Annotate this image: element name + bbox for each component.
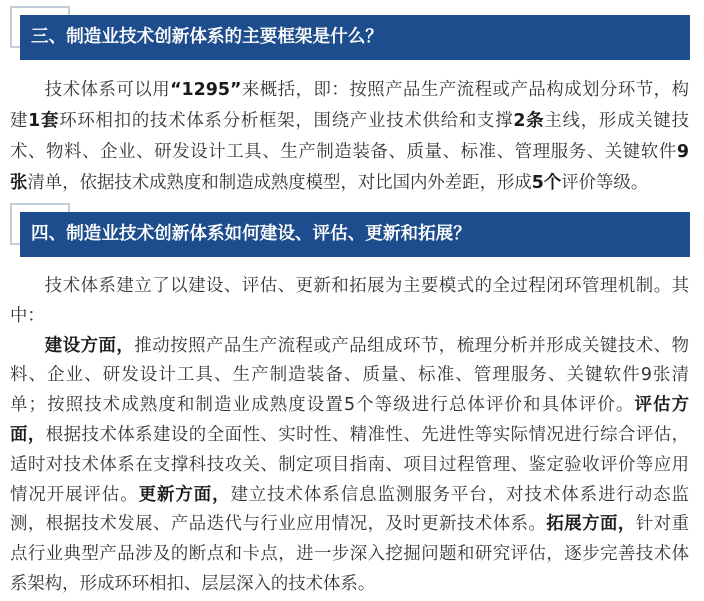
text-run: 建立技术体系信息监测服务平台，对技术体系进行动态监 [230,484,689,505]
emphasis-text: 拓展方面， [546,514,636,535]
emphasis-text: 1套 [28,110,60,131]
emphasis-text: 评估方 [634,395,689,416]
paragraph-line [10,137,689,168]
section-heading: 三、制造业技术创新体系的主要框架是什么？ [31,27,383,47]
emphasis-text: 5个 [531,172,562,193]
text-run: 技术体系建立了以建设、评估、更新和拓展为主要模式的全过程闭环管理机制。其 [44,276,689,296]
text-run: 单；按照技术成熟度和制造业成熟度设置5个等级进行总体评价和具体评价。 [10,395,635,416]
emphasis-text: 9 [676,141,689,162]
text-run: 中： [10,305,45,326]
paragraph-line [10,570,689,600]
paragraph-line [10,332,689,362]
text-run: 适时对技术体系在支撑科技攻关、制定项目指南、项目过程管理、鉴定验收评价等应用 [10,454,689,475]
text-run: 系架构，形成环环相扣、层层深入的技术体系。 [10,573,376,594]
text-run: 推动按照产品生产流程或产品组成环节，梳理分析并形成关键技术、物 [134,335,689,356]
paragraph-line [10,481,689,511]
text-run: 术、物料、企业、研发设计工具、生产制造装备、质量、标准、管理服务、关键软件 [10,141,677,162]
text-run: 清单，依据技术成熟度和制造成熟度模型，对比国内外差距，形成 [27,172,532,193]
emphasis-text: 建设方面， [44,335,135,356]
emphasis-text: 张 [10,172,28,193]
paragraph-line [10,106,689,137]
paragraph-line [10,302,689,332]
section-banner [20,212,690,257]
section-banner [20,15,690,60]
paragraph-line [10,451,689,481]
text-run: 针对重 [635,514,689,535]
paragraph [10,332,689,600]
section-heading: 四、制造业技术创新体系如何建设、评估、更新和拓展？ [31,224,471,244]
paragraph-line [10,272,689,302]
section-body [10,272,689,600]
text-run: 评价等级。 [561,172,649,193]
paragraph-line [10,361,689,391]
paragraph [10,272,689,332]
text-run: 料、企业、研发设计工具、生产制造装备、质量、标准、管理服务、关键软件9张清 [10,365,689,386]
paragraph-line [10,540,689,570]
emphasis-text: 更新方面， [138,484,231,505]
text-run: 根据技术体系建设的全面性、实时性、精准性、先进性等实际情况进行综合评估， [45,424,689,445]
emphasis-text: 2条 [513,110,545,131]
text-run: 环环相扣的技术体系分析框架，围绕产业技术供给和支撑 [59,110,514,131]
text-run: 测，根据技术发展、产品迭代与行业应用情况，及时更新技术体系。 [10,514,547,535]
paragraph-line [10,75,689,106]
emphasis-text: “1295” [170,79,242,100]
paragraph [10,75,689,199]
text-run: 主线，形成关键技 [544,110,689,131]
text-run: 情况开展评估。 [10,484,139,505]
section-body [10,75,689,199]
emphasis-text: 面， [10,424,46,445]
paragraph-line [10,421,689,451]
text-run: 来概括，即：按照产品生产流程或产品构成划分环节，构 [241,79,689,100]
text-run: 技术体系可以用 [44,79,171,100]
text-run: 建 [10,110,29,131]
paragraph-line [10,168,689,199]
paragraph-line [10,391,689,421]
text-run: 点行业典型产品涉及的断点和卡点，进一步深入挖掘问题和研究评估，逐步完善技术体 [10,544,689,565]
paragraph-line [10,510,689,540]
